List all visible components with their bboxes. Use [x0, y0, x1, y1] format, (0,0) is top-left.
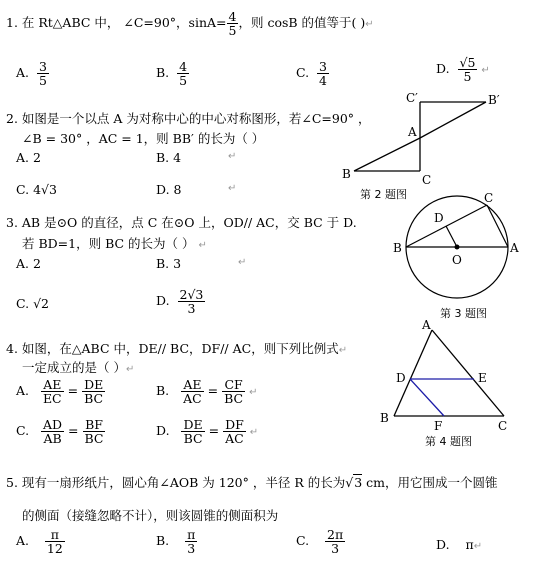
q2-line2: ∠B = 30° ，AC = 1，则 BB′ 的长为（ ）	[22, 131, 265, 146]
q3-label-o: O	[452, 253, 462, 267]
q3-option-b: B. 3	[156, 256, 182, 271]
q3-label-c: C	[484, 191, 494, 205]
q1-option-a: A. $\frac{3}{5}$	[16, 59, 47, 89]
q3-caption: 第 3 题图	[440, 307, 487, 320]
q1-option-d: D. $\frac{√5}{5}$ ↵	[436, 55, 490, 85]
q5-option-a: A. $\frac{\pi}{12}$	[16, 527, 63, 557]
q1-option-b: B. $\frac{4}{5}$	[156, 59, 188, 89]
q4-label-d: D	[396, 371, 406, 385]
q3-option-d: D. $\frac{2√3}{3}$	[156, 287, 204, 317]
q4-option-d: D. $\frac{DE}{BC}$ = $\frac{DF}{AC}$ ↵	[156, 417, 259, 447]
q1-sin-fraction: $\frac{4}{5}$	[228, 9, 237, 39]
q3-option-a: A. 2	[16, 256, 41, 271]
q2-option-c: C. 4√3	[16, 182, 57, 197]
q2-option-b: B. 4	[156, 150, 182, 165]
q1-stem: 1. 在 Rt△ABC 中， ∠C=90°，sinA= $\frac{4}{5}$ ，则 cosB 的值等于( )↵	[6, 9, 374, 39]
q5-option-d: D. π↵	[436, 537, 483, 552]
q3-label-d: D	[434, 211, 444, 225]
q2-return-mark: ↵	[228, 151, 237, 162]
q4-line1: 4. 如图，在△ABC 中，DE// BC，DF// AC，则下列比例式↵	[6, 341, 348, 356]
q4-figure	[372, 318, 532, 434]
q2-return-mark-2: ↵	[228, 183, 237, 194]
q3-figure	[390, 186, 530, 306]
q1-stem-b: ，则 cosB 的值等于( )	[238, 15, 366, 31]
q3-option-c: C. √2	[16, 296, 49, 311]
q2-label-b: B	[342, 167, 351, 181]
q4-caption: 第 4 题图	[425, 435, 472, 448]
q1-option-c: C. $\frac{3}{4}$	[296, 59, 327, 89]
q4-line2: 一定成立的是（ ）↵	[22, 360, 135, 375]
q4-label-e: E	[478, 371, 487, 385]
q4-label-f: F	[434, 419, 443, 433]
q4-label-b: B	[380, 411, 389, 425]
q2-option-d: D. 8	[156, 182, 182, 197]
q5-line1: 5. 现有一扇形纸片，圆心角∠AOB 为 120° ，半径 R 的长为√3 cm，用它围成一个圆锥	[6, 475, 498, 490]
q2-label-c-prime: C′	[406, 91, 418, 105]
q2-label-c: C	[422, 173, 432, 187]
q3-line2: 若 BD=1，则 BC 的长为（ ） ↵	[22, 236, 207, 251]
q2-option-a: A. 2	[16, 150, 41, 165]
q2-figure	[340, 88, 510, 200]
q3-label-a: A	[510, 241, 519, 255]
q4-option-b: B. $\frac{AE}{AC}$ = $\frac{CF}{BC}$ ↵	[156, 377, 258, 407]
q4-label-a: A	[422, 318, 431, 332]
q4-option-a: A. $\frac{AE}{EC}$ = $\frac{DE}{BC}$	[16, 377, 104, 407]
q1-stem-a: 1. 在 Rt△ABC 中， ∠C=90°，sinA=	[6, 15, 227, 31]
q2-label-a: A	[408, 125, 417, 139]
q4-label-c: C	[498, 419, 508, 433]
q2-caption: 第 2 题图	[360, 188, 407, 201]
q5-line2: 的侧面（接缝忽略不计），则该圆锥的侧面积为	[22, 508, 279, 523]
q2-line1: 2. 如图是一个以点 A 为对称中心的中心对称图形，若∠C=90° ，	[6, 111, 371, 126]
q3-line1: 3. AB 是⊙O 的直径，点 C 在⊙O 上，OD// AC，交 BC 于 D.	[6, 215, 357, 230]
q5-option-c: C. $\frac{2\pi}{3}$	[296, 527, 344, 557]
q5-option-b: B. $\frac{\pi}{3}$	[156, 527, 196, 557]
q5-sqrt-value: 3	[354, 475, 363, 490]
q3-return-mark: ↵	[238, 257, 247, 268]
q4-option-c: C. $\frac{AD}{AB}$ = $\frac{BF}{BC}$	[16, 417, 104, 447]
q2-label-b-prime: B′	[488, 93, 500, 107]
q3-label-b: B	[393, 241, 402, 255]
